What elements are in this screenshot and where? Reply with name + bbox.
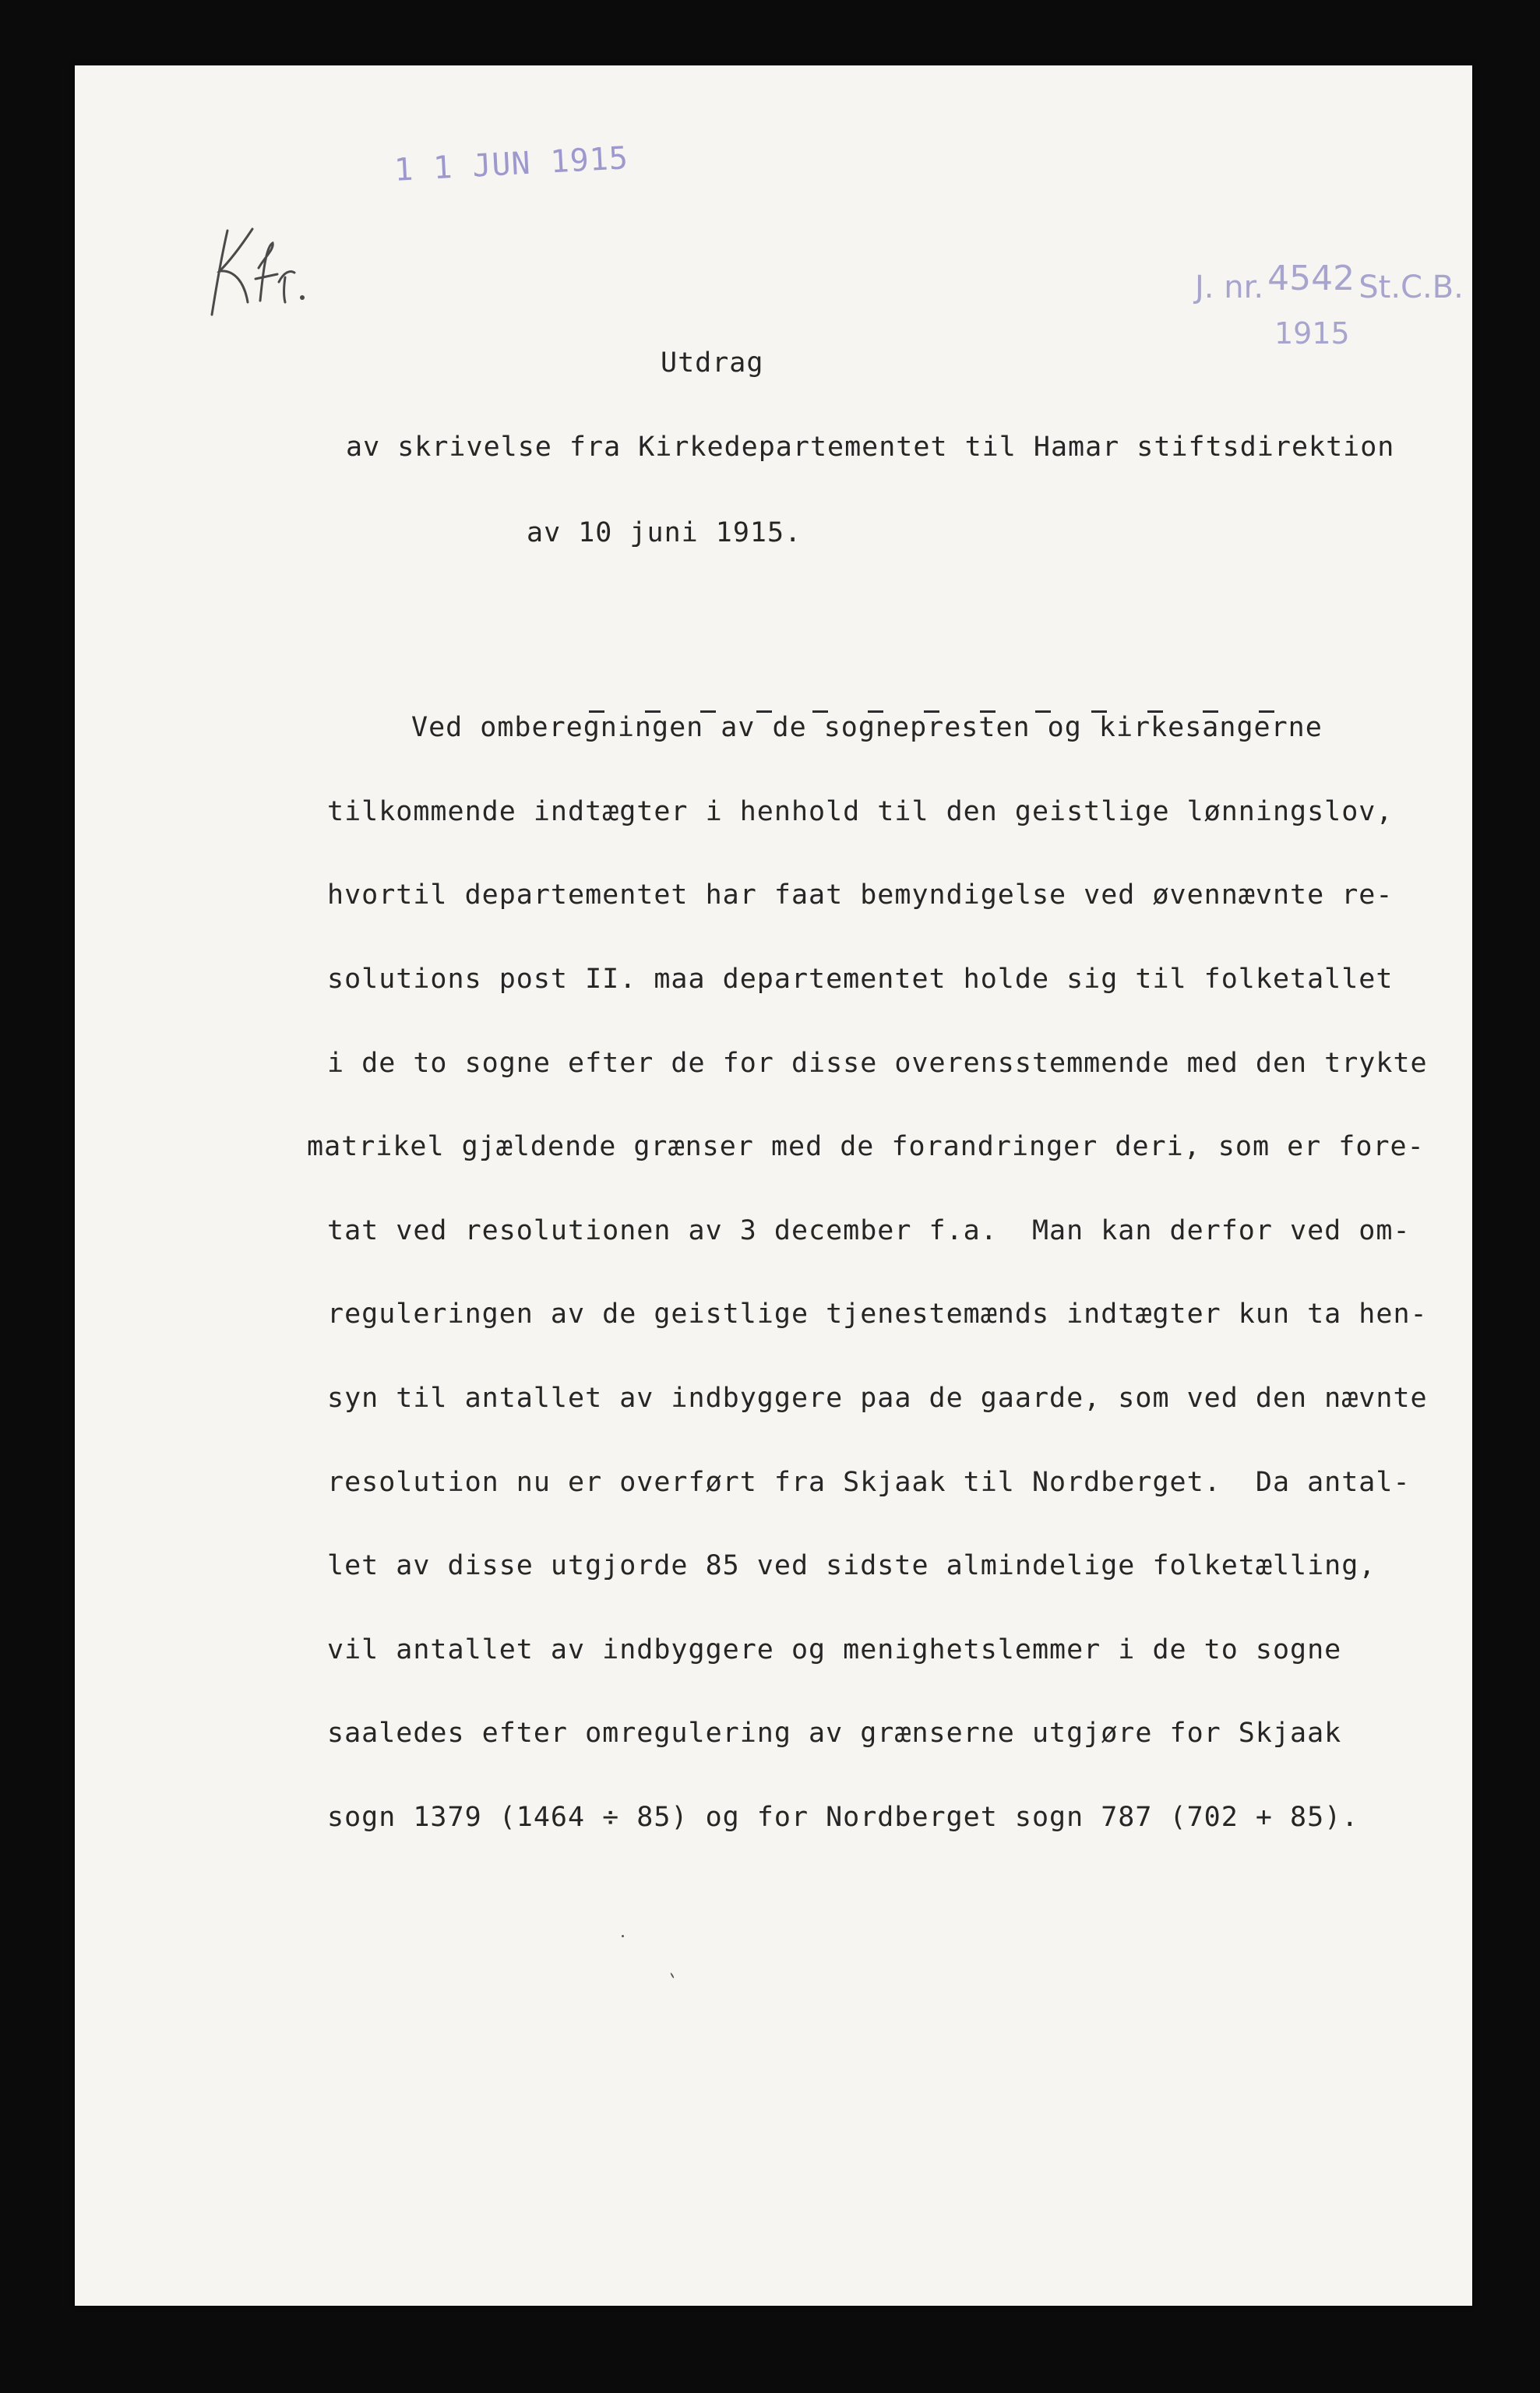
journal-suffix: St.C.B.: [1359, 270, 1464, 305]
body-line: solutions post II. maa departementet holde sig til folketallet: [327, 964, 1394, 995]
body-line: i de to sogne efter de for disse overensstemmende med den trykte: [327, 1048, 1428, 1079]
paper-speck: [622, 1935, 624, 1937]
document-page: [75, 65, 1472, 2306]
body-line: syn til antallet av indbyggere paa de gaarde, som ved den nævnte: [327, 1383, 1428, 1414]
document-date-line: av 10 juni 1915.: [527, 517, 802, 548]
journal-number-stamp: [1195, 259, 1464, 351]
document-title: Utdrag: [661, 347, 764, 379]
body-line: hvortil departementet har faat bemyndigelse ved øvennævnte re-: [327, 879, 1394, 911]
body-line: tat ved resolutionen av 3 december f.a. Man kan derfor ved om-: [327, 1215, 1411, 1246]
document-subtitle: av skrivelse fra Kirkedepartementet til Hamar stiftsdirektion: [346, 432, 1395, 463]
body-line: resolution nu er overført fra Skjaak til Nordberget. Da antal-: [327, 1467, 1411, 1498]
body-line: saaledes efter omregulering av grænserne utgjøre for Skjaak: [327, 1718, 1342, 1749]
body-line: tilkommende indtægter i henhold til den geistlige lønningslov,: [327, 796, 1394, 827]
journal-prefix: J. nr.: [1195, 270, 1264, 305]
body-line: let av disse utgjorde 85 ved sidste almindelige folketælling,: [327, 1550, 1376, 1581]
body-line: matrikel gjældende grænser med de forandringer deri, som er fore-: [307, 1131, 1425, 1162]
body-line: reguleringen av de geistlige tjenestemænds indtægter kun ta hen-: [327, 1299, 1428, 1330]
journal-year: 1915: [1274, 316, 1350, 351]
handwritten-initials: [198, 215, 322, 324]
body-line: sogn 1379 (1464 ÷ 85) og for Nordberget sogn 787 (702 + 85).: [327, 1802, 1359, 1833]
body-line: Ved omberegningen av de sognepresten og kirkesangerne: [411, 712, 1323, 743]
separator-dashes: [589, 695, 1274, 713]
received-date-stamp: 1 1 JUN 1915: [393, 140, 629, 189]
journal-number: 4542: [1267, 259, 1355, 298]
body-line: vil antallet av indbyggere og menighetslemmer i de to sogne: [327, 1634, 1342, 1665]
paper-speck: [670, 1972, 675, 1979]
